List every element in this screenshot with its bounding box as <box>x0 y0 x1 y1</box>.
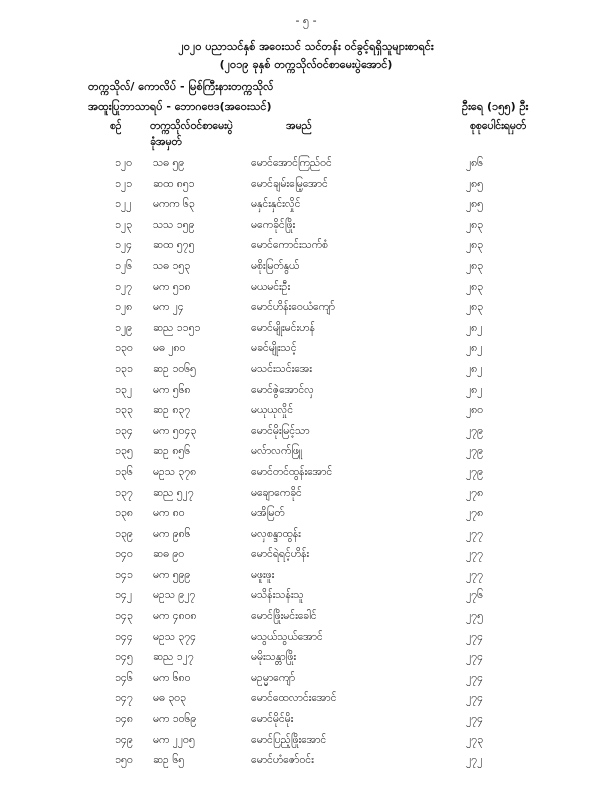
table-row <box>0 363 612 384</box>
row-roll-number: ဆထ ၈၅၁ <box>153 177 195 190</box>
row-name: မဥမ္မာကျော် <box>251 671 296 684</box>
row-roll-number: မက ၄၈၀၈ <box>153 610 197 623</box>
row-roll-number: သသ ၁၅၉ <box>153 218 195 231</box>
row-roll-number: မက ၅၀၄၃ <box>153 424 197 437</box>
row-name: မချောကေခိုင် <box>251 486 302 499</box>
row-total-marks: ၂၇၇ <box>466 527 483 540</box>
row-total-marks: ၂၈၆ <box>466 157 484 169</box>
row-name: မောင်ထေလာင်းအောင် <box>251 692 337 705</box>
row-roll-number: ဆည ၅၂၇ <box>153 486 194 499</box>
table-row <box>0 281 612 302</box>
header-roll-number-line2: ခုံအမှတ် <box>150 136 182 148</box>
header-serial-no: စဉ် <box>110 120 122 132</box>
row-roll-number: ဆဥ ၆၅ <box>153 754 185 767</box>
table-row <box>0 322 612 343</box>
document-subtitle: (၂၀၁၉ ခုနှစ် တက္ကသိုလ်ဝင်စာမေးပွဲအောင်) <box>219 58 393 71</box>
row-name: မသွယ်သွယ်အောင် <box>251 630 323 643</box>
row-total-marks: ၂၈၃ <box>466 280 484 293</box>
row-name: မကေခိုင်ဖြိုး <box>251 218 296 231</box>
row-roll-number: မဥသ ၃၇၄ <box>153 630 197 643</box>
row-total-marks: ၂၇၅ <box>466 610 483 623</box>
row-total-marks: ၂၇၄ <box>466 713 483 726</box>
row-serial-no: ၁၄၁ <box>115 568 133 581</box>
results-table <box>0 157 612 775</box>
row-total-marks: ၂၈၃ <box>466 301 484 314</box>
row-name: မလှစန္ဒာထွန်း <box>251 527 301 540</box>
row-roll-number: မဓ ၂၈၀ <box>153 342 186 355</box>
row-total-marks: ၂၈၅ <box>466 177 484 190</box>
table-row <box>0 301 612 322</box>
row-total-marks: ၂၈၃ <box>466 259 484 272</box>
row-serial-no: ၁၄၆ <box>115 671 133 684</box>
table-row <box>0 754 612 775</box>
row-serial-no: ၁၄၇ <box>115 692 133 705</box>
table-row <box>0 589 612 610</box>
row-roll-number: မက ၆၈၀ <box>153 671 191 684</box>
row-roll-number: မဥသ ၃၇၈ <box>153 465 197 478</box>
row-serial-no: ၁၂၇ <box>115 280 132 293</box>
row-name: မနှင်းနှင်းလှိုင် <box>251 198 301 211</box>
table-row <box>0 610 612 631</box>
subject-line: အထူးပြုဘာသာရပ် - ဘောဂဗေဒ(အဝေးသင်) <box>88 100 272 113</box>
row-name: မောင်တင်ထွန်းအောင် <box>251 465 333 478</box>
row-total-marks: ၂၇၉ <box>466 445 483 458</box>
row-total-marks: ၂၇၄ <box>466 692 483 705</box>
row-name: မောင်မိုးမြင့်သာ <box>251 424 310 437</box>
row-serial-no: ၁၃၁ <box>115 362 133 375</box>
row-serial-no: ၁၃၂ <box>115 383 132 396</box>
row-total-marks: ၂၇၄ <box>466 630 483 643</box>
header-roll-number: တက္ကသိုလ်ဝင်စာမေးပွဲ <box>150 120 233 132</box>
row-serial-no: ၁၄၄ <box>115 630 133 643</box>
row-roll-number: မက ၅၆၈ <box>153 383 191 396</box>
table-row <box>0 528 612 549</box>
row-serial-no: ၁၂၉ <box>115 321 132 334</box>
row-total-marks: ၂၇၂ <box>466 754 483 767</box>
row-serial-no: ၁၂၂ <box>115 198 132 211</box>
table-row <box>0 425 612 446</box>
row-total-marks: ၂၈၂ <box>466 321 483 334</box>
row-name: မခင်မျိုးသင့် <box>251 342 297 355</box>
row-roll-number: ဆဥ ၁၀၆၅ <box>153 362 196 375</box>
row-name: မောင်ဇွဲအောင်လှ <box>251 383 314 396</box>
row-name: မစိုးမြတ်နွယ် <box>251 259 300 272</box>
table-row <box>0 198 612 219</box>
row-serial-no: ၁၃၈ <box>115 507 133 520</box>
row-serial-no: ၁၄၉ <box>115 733 133 746</box>
row-total-marks: ၂၇၆ <box>466 589 483 602</box>
row-serial-no: ၁၃၀ <box>115 342 133 355</box>
row-serial-no: ၁၂၆ <box>115 259 132 272</box>
row-serial-no: ၁၃၇ <box>115 486 133 499</box>
row-name: မောင်အောင်ကြည်ဝင် <box>251 157 332 169</box>
header-total-marks: စုစုပေါင်းရမှတ် <box>470 120 527 132</box>
table-row <box>0 260 612 281</box>
row-total-marks: ၂၇၃ <box>466 733 483 746</box>
university-line: တက္ကသိုလ်/ ကောလိပ် - မြစ်ကြီးနားတက္ကသိုလ် <box>88 80 274 93</box>
table-row <box>0 631 612 652</box>
row-name: မယမင်းဦး <box>251 280 291 293</box>
row-serial-no: ၁၄၂ <box>115 589 132 602</box>
table-row <box>0 384 612 405</box>
row-serial-no: ၁၄၃ <box>115 610 133 623</box>
table-row <box>0 487 612 508</box>
table-row <box>0 219 612 240</box>
row-total-marks: ၂၈၂ <box>466 362 483 375</box>
row-name: မသိန်းသန်းသူ <box>251 589 304 602</box>
row-total-marks: ၂၈၂ <box>466 383 483 396</box>
row-name: မောင်ရဲရင့်ဟိန်း <box>251 548 310 561</box>
header-name: အမည် <box>286 120 312 132</box>
table-row <box>0 342 612 363</box>
table-row <box>0 239 612 260</box>
row-roll-number: မက ၈၀ <box>153 507 185 520</box>
page-number: - ၅ - <box>295 14 317 27</box>
table-row <box>0 548 612 569</box>
row-serial-no: ၁၃၄ <box>115 424 133 437</box>
row-name: မောင်ဖြိုးမင်းခေါင် <box>251 610 317 623</box>
row-serial-no: ၁၃၅ <box>115 445 133 458</box>
row-serial-no: ၁၂၀ <box>115 157 132 169</box>
row-serial-no: ၁၅၀ <box>115 754 133 767</box>
row-roll-number: ဆထ ၅၇၅ <box>153 239 195 252</box>
row-serial-no: ၁၂၄ <box>115 239 132 252</box>
row-serial-no: ၁၃၆ <box>115 465 133 478</box>
table-row <box>0 713 612 734</box>
row-serial-no: ၁၄၀ <box>115 548 133 561</box>
table-row <box>0 157 612 178</box>
total-count: ဦးရေ (၁၅၅) ဦး <box>462 100 529 113</box>
row-roll-number: မက ၉၈၆ <box>153 527 191 540</box>
row-total-marks: ၂၇၇ <box>466 548 483 561</box>
row-name: မလ်ာလက်ဖြူ <box>251 445 303 458</box>
row-name: မောင်ပြည့်ဖြိုးအောင် <box>251 733 327 746</box>
row-roll-number: မက ၅၁၈ <box>153 280 191 293</box>
table-row <box>0 692 612 713</box>
row-name: မသင်းသင်းအေး <box>251 362 312 375</box>
row-roll-number: ဆဥ ၈၃၇ <box>153 404 191 417</box>
row-name: မယုယုလှိုင် <box>251 404 294 417</box>
table-row <box>0 445 612 466</box>
row-name: မောင်မိုင်မိုး <box>251 713 294 726</box>
row-total-marks: ၂၈၂ <box>466 342 483 355</box>
row-name: မောင်ဟိန်းဝေယံကျော် <box>251 301 335 314</box>
row-serial-no: ၁၃၃ <box>115 404 133 417</box>
table-row <box>0 178 612 199</box>
row-name: မဖူးဖူး <box>251 568 275 581</box>
row-name: မောင်ကောင်းသက်စံ <box>251 239 328 252</box>
row-roll-number: မကက ၆၃ <box>153 198 195 211</box>
row-total-marks: ၂၇၈ <box>466 486 484 499</box>
row-roll-number: မဥသ ၉၂၇ <box>153 589 196 602</box>
row-name: မမိုးသန္တာဖြိုး <box>251 651 296 664</box>
row-name: မောင်မျိုးမင်းဟန် <box>251 321 315 334</box>
document-title: ၂၀၂၀ ပညာသင်နှစ် အဝေးသင် သင်တန်း ဝင်ခွင့်ရရှိသူများစာရင်း <box>178 40 434 53</box>
row-serial-no: ၁၄၅ <box>115 651 133 664</box>
row-name: မောင်ဟံဇော်ဝင်း <box>251 754 314 767</box>
row-total-marks: ၂၇၈ <box>466 507 484 520</box>
table-row <box>0 404 612 425</box>
table-row <box>0 569 612 590</box>
table-row <box>0 651 612 672</box>
row-name: မောင်ချမ်းမြေ့အောင် <box>251 177 328 190</box>
row-roll-number: မက ၂၄ <box>153 301 184 314</box>
row-total-marks: ၂၈၀ <box>466 404 484 417</box>
row-serial-no: ၁၃၉ <box>115 527 133 540</box>
row-name: မအိမြတ် <box>251 507 285 520</box>
row-total-marks: ၂၈၅ <box>466 198 484 211</box>
row-serial-no: ၁၄၈ <box>115 713 133 726</box>
row-total-marks: ၂၇၉ <box>466 465 483 478</box>
table-row <box>0 734 612 755</box>
row-roll-number: သဓ ၅၉ <box>153 157 185 169</box>
row-total-marks: ၂၇၉ <box>466 424 483 437</box>
row-total-marks: ၂၈၃ <box>466 218 484 231</box>
row-roll-number: ဆည ၁၁၅၁ <box>153 321 201 334</box>
row-serial-no: ၁၂၈ <box>115 301 133 314</box>
row-roll-number: ဆဓ ၉၀ <box>153 548 185 561</box>
row-roll-number: မက ၁၀၆၉ <box>153 713 197 726</box>
row-total-marks: ၂၇၄ <box>466 671 483 684</box>
row-roll-number: ဆဥ ၈၅၆ <box>153 445 191 458</box>
row-total-marks: ၂၈၃ <box>466 239 484 252</box>
table-row <box>0 466 612 487</box>
row-roll-number: မဓ ၃၀၃ <box>153 692 186 705</box>
row-roll-number: မက ၅၉၉ <box>153 568 191 581</box>
row-total-marks: ၂၇၄ <box>466 651 483 664</box>
row-roll-number: သဓ ၁၅၃ <box>153 259 191 272</box>
row-serial-no: ၁၂၃ <box>115 218 132 231</box>
row-roll-number: ဆည ၁၂၇ <box>153 651 194 664</box>
table-row <box>0 507 612 528</box>
row-serial-no: ၁၂၁ <box>115 177 132 190</box>
row-total-marks: ၂၇၇ <box>466 568 483 581</box>
table-row <box>0 672 612 693</box>
row-roll-number: မက ၂၂၀၅ <box>153 733 195 746</box>
